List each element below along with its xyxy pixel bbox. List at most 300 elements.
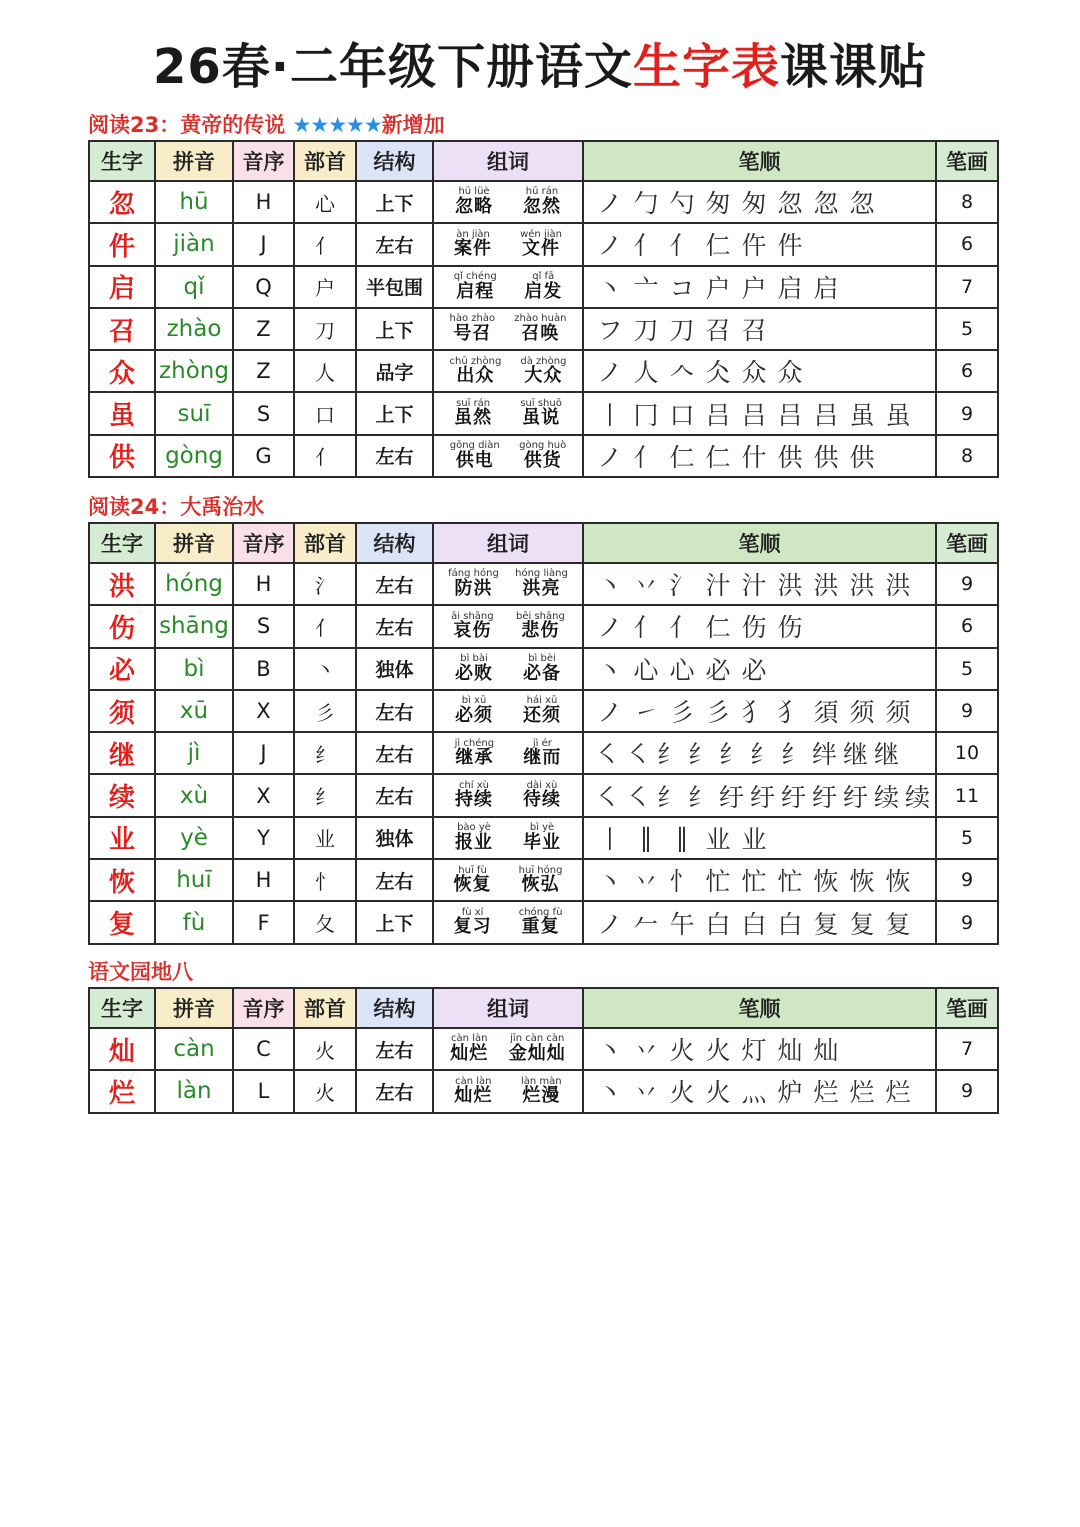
stroke-step: 炉: [777, 1078, 803, 1108]
stroke-step: ㇛: [625, 740, 651, 770]
stroke-step: ノ: [597, 358, 623, 388]
stroke-step: 丨: [597, 400, 623, 430]
word-hanzi: 启程: [456, 280, 495, 302]
stroke-count: 6: [936, 605, 998, 647]
stroke-step: 心: [669, 655, 695, 685]
stroke-step: ㇛: [625, 782, 651, 812]
word-hanzi: 忽略: [455, 195, 493, 217]
pinyin: xù: [155, 774, 233, 816]
word-item: [454, 1077, 492, 1106]
word-group: [434, 399, 582, 428]
word-pinyin: suī shuō: [520, 397, 562, 409]
word-item: [454, 866, 492, 895]
stroke-step: 汁: [705, 571, 731, 601]
stroke-step: 伤: [741, 613, 767, 643]
word-pinyin: chū zhòng: [449, 355, 502, 367]
word-group: [434, 908, 582, 937]
stroke-step: 洪: [777, 571, 803, 601]
word-group: [434, 654, 582, 683]
word-pinyin: huī hóng: [518, 864, 563, 876]
phonetic-order: J: [233, 732, 294, 774]
word-hanzi: 重复: [521, 916, 560, 938]
table-row: [89, 648, 998, 690]
header-bishun: 笔顺: [583, 988, 936, 1028]
phonetic-order: C: [233, 1028, 294, 1070]
word-item: [520, 357, 566, 386]
stroke-order-cell: [583, 563, 936, 605]
pinyin: fù: [155, 901, 233, 943]
word-hanzi: 虽说: [522, 407, 561, 429]
phonetic-order: X: [233, 690, 294, 732]
radical: 纟: [294, 732, 356, 774]
word-item: [454, 272, 497, 301]
word-pinyin: gòng huò: [519, 440, 567, 452]
structure: 左右: [356, 732, 433, 774]
stroke-step: ‖: [675, 823, 689, 853]
stroke-step: 灬: [741, 1078, 767, 1108]
stroke-step: ㇛: [594, 740, 620, 770]
stroke-order: [584, 905, 935, 941]
structure: 左右: [356, 563, 433, 605]
word-hanzi: 继承: [455, 747, 494, 769]
header-bushou: 部首: [294, 141, 356, 181]
header-row: [89, 141, 998, 181]
stroke-step: ノ: [597, 189, 623, 219]
stroke-step: 仌: [705, 358, 731, 388]
pinyin: shāng: [155, 605, 233, 647]
pinyin: hū: [155, 181, 233, 223]
word-pinyin: jīn càn càn: [510, 1033, 565, 1045]
header-bihua: 笔画: [936, 523, 998, 563]
word-item: [523, 187, 561, 216]
word-group-cell: [433, 181, 583, 223]
table-row: [89, 1070, 998, 1112]
table-row: [89, 774, 998, 816]
word-item: [520, 399, 562, 428]
word-hanzi: 哀伤: [453, 620, 492, 642]
word-group: [434, 441, 582, 470]
stroke-step: 忙: [777, 867, 803, 897]
phonetic-order: S: [233, 605, 294, 647]
word-pinyin: suī rán: [456, 397, 491, 409]
stroke-step: 丷: [633, 1036, 659, 1066]
stroke-step: 忽: [813, 189, 839, 219]
new-character: 供: [89, 435, 155, 477]
word-pinyin: càn làn: [455, 1075, 492, 1087]
header-zuci: 组词: [433, 523, 583, 563]
word-hanzi: 号召: [453, 322, 492, 344]
radical: 夂: [294, 901, 356, 943]
word-hanzi: 金灿灿: [508, 1042, 566, 1064]
word-group: [434, 1077, 582, 1106]
word-item: [519, 908, 563, 937]
header-yinxu: 音序: [233, 523, 294, 563]
section-reading-23: [88, 110, 997, 478]
stroke-step: 灿: [777, 1036, 803, 1066]
section-title: [88, 957, 997, 987]
stroke-step: 氵: [669, 571, 695, 601]
word-item: [455, 739, 494, 768]
word-group-cell: [433, 392, 583, 434]
stroke-order: [584, 269, 935, 305]
stroke-order: [584, 311, 935, 347]
stroke-step: ノ: [597, 909, 623, 939]
stroke-order-cell: [583, 223, 936, 265]
word-hanzi: 洪亮: [522, 577, 561, 599]
word-pinyin: wén jiàn: [520, 228, 562, 240]
stroke-step: 虽: [885, 400, 911, 430]
word-pinyin: fáng hóng: [448, 568, 499, 580]
header-char: 生字: [89, 988, 155, 1028]
phonetic-order: L: [233, 1070, 294, 1112]
new-character: 洪: [89, 563, 155, 605]
stroke-order-cell: [583, 648, 936, 690]
radical: 户: [294, 266, 356, 308]
stroke-step: 召: [705, 316, 731, 346]
new-character: 众: [89, 350, 155, 392]
header-bihua: 笔画: [936, 141, 998, 181]
radical: 刀: [294, 308, 356, 350]
structure: 半包围: [356, 266, 433, 308]
phonetic-order: F: [233, 901, 294, 943]
word-hanzi: 悲伤: [521, 620, 560, 642]
word-pinyin: càn làn: [451, 1033, 488, 1045]
title-prefix: 26春·二年级下册语文: [152, 39, 633, 95]
word-hanzi: 还须: [523, 704, 561, 726]
stroke-step: 忙: [741, 867, 767, 897]
word-pinyin: dà zhòng: [520, 355, 567, 367]
page-title: [0, 28, 1080, 97]
word-pinyin: bì bèi: [528, 653, 556, 665]
stroke-step: 纡: [780, 782, 806, 812]
word-item: [448, 569, 499, 598]
pinyin: jiàn: [155, 223, 233, 265]
stroke-step: 丶: [597, 1036, 623, 1066]
header-bihua: 笔画: [936, 988, 998, 1028]
structure: 左右: [356, 435, 433, 477]
phonetic-order: Z: [233, 308, 294, 350]
stroke-step: 吕: [777, 400, 803, 430]
stroke-count: 6: [936, 350, 998, 392]
stroke-step: 丶: [597, 867, 623, 897]
word-hanzi: 继而: [523, 747, 562, 769]
table-row: [89, 690, 998, 732]
new-character: 恢: [89, 859, 155, 901]
word-group: [434, 612, 582, 641]
word-item: [454, 908, 492, 937]
radical: 亻: [294, 223, 356, 265]
stroke-step: 白: [741, 909, 767, 939]
word-pinyin: chóng fù: [518, 906, 563, 918]
stroke-step: 续: [873, 782, 899, 812]
section-reading-24: [88, 492, 997, 945]
structure: 左右: [356, 1028, 433, 1070]
header-bushou: 部首: [294, 988, 356, 1028]
pinyin: huī: [155, 859, 233, 901]
word-item: [455, 187, 493, 216]
section-title: [88, 492, 997, 522]
stroke-step: 白: [705, 909, 731, 939]
stroke-step: 灯: [741, 1036, 767, 1066]
stroke-step: 必: [705, 655, 731, 685]
section-chinese-garden-8: [88, 957, 997, 1114]
word-hanzi: 毕业: [523, 831, 561, 853]
stroke-step: 勹: [633, 189, 659, 219]
table-row: [89, 605, 998, 647]
word-hanzi: 必败: [455, 662, 493, 684]
phonetic-order: H: [233, 563, 294, 605]
stroke-order: [584, 778, 935, 814]
word-group: [434, 569, 582, 598]
word-pinyin: bēi shāng: [515, 610, 565, 622]
word-item: [523, 739, 561, 768]
structure: 左右: [356, 223, 433, 265]
word-pinyin: chí xù: [458, 779, 490, 791]
word-hanzi: 复习: [453, 916, 492, 938]
radical: 纟: [294, 774, 356, 816]
new-character: 须: [89, 690, 155, 732]
stroke-count: 5: [936, 817, 998, 859]
word-item: [523, 823, 561, 852]
new-character: 灿: [89, 1028, 155, 1070]
stroke-step: 匆: [705, 189, 731, 219]
pinyin: bì: [155, 648, 233, 690]
word-hanzi: 恢弘: [521, 874, 560, 896]
stroke-order: [584, 608, 935, 644]
stroke-step: 续: [904, 782, 930, 812]
word-pinyin: làn màn: [521, 1075, 562, 1087]
radical: 人: [294, 350, 356, 392]
word-group: [434, 696, 582, 725]
stroke-step: 什: [741, 442, 767, 472]
table-row: [89, 859, 998, 901]
stroke-step: 复: [849, 909, 875, 939]
stroke-step: 匆: [741, 189, 767, 219]
new-character: 必: [89, 648, 155, 690]
phonetic-order: H: [233, 859, 294, 901]
header-pinyin: 拼音: [155, 523, 233, 563]
stroke-step: 人: [633, 358, 659, 388]
table-row: [89, 223, 998, 265]
title-highlight: 生字表: [633, 39, 781, 95]
star-rating-icon: ★★★★★: [292, 113, 382, 137]
word-pinyin: bì xū: [461, 695, 487, 707]
table-row: [89, 181, 998, 223]
structure: 品字: [356, 350, 433, 392]
stroke-order-cell: [583, 308, 936, 350]
stroke-step: 冂: [633, 400, 659, 430]
pinyin: càn: [155, 1028, 233, 1070]
phonetic-order: B: [233, 648, 294, 690]
radical: 亻: [294, 435, 356, 477]
word-group: [434, 866, 582, 895]
word-item: [523, 696, 561, 725]
stroke-step: 纟: [687, 740, 713, 770]
word-group: [434, 357, 582, 386]
word-group: [434, 739, 582, 768]
stroke-order: [584, 438, 935, 474]
stroke-count: 7: [936, 266, 998, 308]
stroke-count: 5: [936, 308, 998, 350]
stroke-step: 烂: [813, 1078, 839, 1108]
stroke-count: 10: [936, 732, 998, 774]
stroke-step: 白: [777, 909, 803, 939]
stroke-step: 纟: [780, 740, 806, 770]
stroke-order-cell: [583, 1070, 936, 1112]
phonetic-order: X: [233, 774, 294, 816]
word-item: [519, 866, 563, 895]
word-hanzi: 恢复: [453, 874, 492, 896]
word-item: [450, 1034, 488, 1063]
table-row: [89, 1028, 998, 1070]
stroke-step: 众: [741, 358, 767, 388]
word-pinyin: hū rán: [525, 186, 559, 198]
structure: 左右: [356, 605, 433, 647]
radical: 丶: [294, 648, 356, 690]
new-character: 虽: [89, 392, 155, 434]
stroke-step: 户: [705, 273, 731, 303]
stroke-step: ノ: [597, 613, 623, 643]
word-hanzi: 虽然: [454, 407, 493, 429]
stroke-step: 继: [842, 740, 868, 770]
stroke-step: 仁: [705, 613, 731, 643]
header-pinyin: 拼音: [155, 988, 233, 1028]
word-item: [451, 612, 493, 641]
word-item: [524, 272, 562, 301]
stroke-step: 恢: [813, 867, 839, 897]
word-item: [523, 654, 561, 683]
stroke-step: 业: [741, 824, 767, 854]
structure: 上下: [356, 308, 433, 350]
stroke-step: 亻: [633, 613, 659, 643]
stroke-step: 纟: [656, 782, 682, 812]
stroke-step: 洪: [885, 571, 911, 601]
header-zuci: 组词: [433, 988, 583, 1028]
word-pinyin: fù xí: [461, 906, 484, 918]
stroke-step: 继: [873, 740, 899, 770]
word-pinyin: zhào huàn: [514, 313, 567, 325]
stroke-order-cell: [583, 1028, 936, 1070]
word-group-cell: [433, 605, 583, 647]
stroke-step: 召: [741, 316, 767, 346]
stroke-count: 9: [936, 901, 998, 943]
stroke-order-cell: [583, 690, 936, 732]
phonetic-order: G: [233, 435, 294, 477]
stroke-step: 火: [669, 1036, 695, 1066]
header-row: [89, 523, 998, 563]
stroke-order: [584, 226, 935, 262]
stroke-order-cell: [583, 901, 936, 943]
pinyin: zhào: [155, 308, 233, 350]
character-table: [88, 987, 999, 1114]
stroke-step: 𠂉: [633, 909, 659, 939]
table-row: [89, 308, 998, 350]
stroke-order-cell: [583, 732, 936, 774]
stroke-count: 9: [936, 563, 998, 605]
word-item: [521, 1077, 562, 1106]
word-pinyin: qǐ chéng: [453, 271, 497, 283]
stroke-step: 灿: [813, 1036, 839, 1066]
table-row: [89, 435, 998, 477]
stroke-order-cell: [583, 350, 936, 392]
stroke-order: [584, 735, 935, 771]
character-table: [88, 522, 999, 945]
pinyin: qǐ: [155, 266, 233, 308]
word-item: [509, 1034, 566, 1063]
stroke-step: 虽: [849, 400, 875, 430]
radical: 亻: [294, 605, 356, 647]
word-pinyin: qǐ fā: [532, 271, 555, 283]
stroke-step: 供: [849, 442, 875, 472]
stroke-count: 9: [936, 392, 998, 434]
word-hanzi: 召唤: [521, 322, 560, 344]
table-row: [89, 266, 998, 308]
word-pinyin: jì chéng: [454, 737, 495, 749]
word-pinyin: gōng diàn: [449, 440, 500, 452]
title-suffix: 课课贴: [780, 39, 928, 95]
word-item: [450, 314, 496, 343]
structure: 独体: [356, 648, 433, 690]
stroke-step: 复: [885, 909, 911, 939]
stroke-order-cell: [583, 605, 936, 647]
new-character: 继: [89, 732, 155, 774]
stroke-step: 刀: [669, 316, 695, 346]
stroke-step: 亠: [633, 273, 659, 303]
stroke-step: 纡: [842, 782, 868, 812]
stroke-step: 纟: [749, 740, 775, 770]
stroke-step: 纡: [718, 782, 744, 812]
word-group-cell: [433, 1070, 583, 1112]
stroke-step: 丶: [597, 273, 623, 303]
word-hanzi: 必须: [455, 704, 493, 726]
stroke-step: 吕: [705, 400, 731, 430]
word-hanzi: 供货: [523, 449, 562, 471]
stroke-step: 纟: [687, 782, 713, 812]
stroke-order-cell: [583, 392, 936, 434]
radical: 火: [294, 1028, 356, 1070]
stroke-step: 须: [849, 698, 875, 728]
stroke-step: 亻: [633, 231, 659, 261]
word-group: [434, 230, 582, 259]
word-item: [450, 441, 500, 470]
phonetic-order: Y: [233, 817, 294, 859]
word-pinyin: dài xù: [526, 779, 558, 791]
table-row: [89, 350, 998, 392]
stroke-step: 勺: [669, 189, 695, 219]
word-group: [434, 823, 582, 852]
stroke-step: 绊: [811, 740, 837, 770]
new-character: 续: [89, 774, 155, 816]
stroke-step: 丶: [597, 571, 623, 601]
phonetic-order: Z: [233, 350, 294, 392]
word-pinyin: hào zhào: [449, 313, 496, 325]
word-group: [434, 187, 582, 216]
word-group: [434, 1034, 582, 1063]
radical: 心: [294, 181, 356, 223]
word-group-cell: [433, 732, 583, 774]
header-bishun: 笔顺: [583, 141, 936, 181]
header-yinxu: 音序: [233, 141, 294, 181]
phonetic-order: Q: [233, 266, 294, 308]
word-hanzi: 烂漫: [522, 1085, 561, 1107]
phonetic-order: H: [233, 181, 294, 223]
radical: 口: [294, 392, 356, 434]
stroke-step: ㇛: [594, 782, 620, 812]
word-pinyin: jì ér: [532, 737, 552, 749]
new-character: 复: [89, 901, 155, 943]
radical: 氵: [294, 563, 356, 605]
stroke-order-cell: [583, 435, 936, 477]
